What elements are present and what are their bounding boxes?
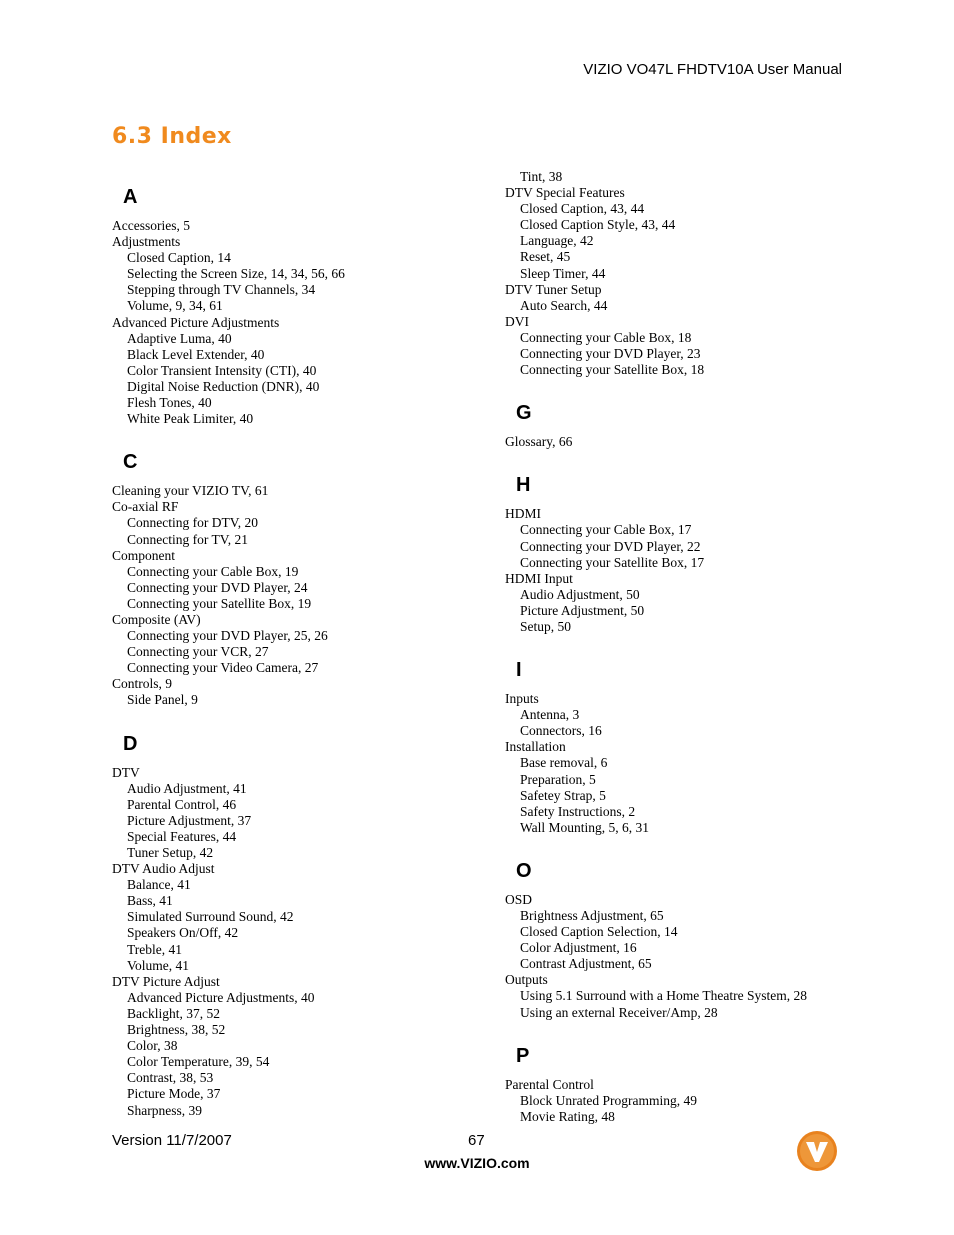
index-entry: Outputs [505, 972, 548, 988]
index-group [112, 449, 492, 708]
index-group [112, 731, 492, 1119]
index-subentry: Connecting your DVD Player, 24 [127, 579, 308, 595]
index-subentry: Using an external Receiver/Amp, 28 [520, 1004, 718, 1020]
index-subentry: Color Adjustment, 16 [520, 940, 637, 956]
index-subentry: Black Level Extender, 40 [127, 346, 265, 362]
index-subentry: Picture Mode, 37 [127, 1086, 221, 1102]
index-subentry: Adaptive Luma, 40 [127, 330, 232, 346]
index-subentry: Stepping through TV Channels, 34 [127, 282, 316, 298]
index-letter-heading: O [516, 859, 532, 882]
index-entry: Co-axial RF [112, 499, 179, 515]
index-subentry: Audio Adjustment, 41 [127, 780, 247, 796]
vizio-logo-icon [796, 1130, 838, 1172]
footer-version: Version 11/7/2007 [112, 1132, 232, 1149]
index-letter-heading: P [516, 1044, 530, 1067]
index-subentry: Audio Adjustment, 50 [520, 586, 640, 602]
index-subentry: Block Unrated Programming, 49 [520, 1092, 697, 1108]
index-subentry: Closed Caption, 43, 44 [520, 201, 645, 217]
index-subentry: Backlight, 37, 52 [127, 1005, 220, 1021]
index-entry: Component [112, 547, 175, 563]
index-right-column [505, 169, 905, 1125]
index-subentry: Connectors, 16 [520, 723, 602, 739]
index-subentry: Connecting your DVD Player, 22 [520, 538, 701, 554]
index-subentry: Tint, 38 [520, 169, 563, 184]
index-entry: Accessories, 5 [112, 218, 190, 233]
index-group [505, 472, 905, 635]
index-subentry: Sharpness, 39 [127, 1102, 202, 1118]
index-subentry: Closed Caption, 14 [127, 250, 231, 266]
index-subentry: Advanced Picture Adjustments, 40 [127, 989, 315, 1005]
index-subentry: Special Features, 44 [127, 828, 237, 844]
index-subentry: Reset, 45 [520, 249, 571, 265]
index-subentry: Connecting your Video Camera, 27 [127, 660, 319, 676]
index-subentry: Connecting for DTV, 20 [127, 515, 258, 531]
index-subentry: Movie Rating, 48 [520, 1108, 615, 1124]
index-subentry: Closed Caption Selection, 14 [520, 924, 678, 940]
footer-url[interactable]: www.VIZIO.com [424, 1155, 530, 1171]
index-subentry: Picture Adjustment, 50 [520, 602, 645, 618]
index-subentry: Volume, 9, 34, 61 [127, 298, 223, 314]
index-subentry: Simulated Surround Sound, 42 [127, 909, 294, 925]
index-entry: Controls, 9 [112, 676, 173, 692]
index-subentry: Connecting your VCR, 27 [127, 644, 269, 660]
index-letter-heading: G [516, 402, 532, 425]
index-subentry: Volume, 41 [127, 957, 190, 973]
index-entry: Inputs [505, 691, 539, 707]
index-subentry: Brightness Adjustment, 65 [520, 908, 664, 923]
index-subentry: Contrast Adjustment, 65 [520, 956, 652, 972]
index-entry: HDMI [505, 506, 541, 522]
index-subentry: Safety Instructions, 2 [520, 803, 636, 819]
index-subentry: Flesh Tones, 40 [127, 395, 212, 411]
index-subentry: Selecting the Screen Size, 14, 34, 56, 66 [127, 266, 345, 282]
index-subentry: Color Temperature, 39, 54 [127, 1054, 270, 1070]
index-subentry: Speakers On/Off, 42 [127, 925, 239, 941]
manual-title: VIZIO VO47L FHDTV10A User Manual [583, 61, 842, 78]
index-entry: Glossary, 66 [505, 434, 573, 450]
page-number: 67 [468, 1132, 485, 1149]
index-group [505, 169, 905, 378]
index-subentry: Digital Noise Reduction (DNR), 40 [127, 378, 320, 394]
index-entry: DTV Picture Adjust [112, 973, 220, 989]
index-entry: Composite (AV) [112, 611, 201, 627]
index-subentry: Using 5.1 Surround with a Home Theatre System, 28 [520, 988, 807, 1004]
index-subentry: Tuner Setup, 42 [127, 845, 214, 860]
index-subentry: Contrast, 38, 53 [127, 1070, 214, 1086]
index-subentry: Connecting your DVD Player, 23 [520, 346, 701, 362]
index-subentry: Treble, 41 [127, 941, 183, 957]
index-entry: DTV Tuner Setup [505, 281, 602, 297]
section-title: 6.3 Index [112, 124, 232, 149]
index-subentry: White Peak Limiter, 40 [127, 411, 254, 427]
index-entry: OSD [505, 891, 533, 907]
index-subentry: Side Panel, 9 [127, 692, 198, 708]
index-subentry: Color Transient Intensity (CTI), 40 [127, 362, 317, 378]
index-entry: Installation [505, 739, 566, 755]
index-subentry: Connecting your Satellite Box, 18 [520, 362, 705, 378]
index-subentry: Safetey Strap, 5 [520, 787, 606, 803]
index-subentry: Connecting for TV, 21 [127, 531, 248, 547]
index-group [505, 858, 905, 1021]
index-entry: DTV Special Features [505, 185, 625, 201]
index-subentry: Connecting your DVD Player, 25, 26 [127, 628, 328, 644]
index-group [505, 1043, 905, 1125]
index-letter-heading: C [123, 451, 138, 474]
index-subentry: Connecting your Cable Box, 19 [127, 563, 299, 579]
index-letter-heading: A [123, 186, 138, 208]
index-subentry: Brightness, 38, 52 [127, 1022, 226, 1038]
index-entry: Cleaning your VIZIO TV, 61 [112, 483, 269, 499]
index-subentry: Auto Search, 44 [520, 297, 608, 313]
index-subentry: Connecting your Satellite Box, 19 [127, 595, 312, 611]
index-subentry: Connecting your Cable Box, 18 [520, 329, 692, 345]
index-subentry: Closed Caption Style, 43, 44 [520, 217, 676, 233]
index-entry: Adjustments [112, 234, 181, 250]
index-entry: DTV [112, 764, 140, 780]
index-subentry: Parental Control, 46 [127, 796, 237, 812]
index-subentry: Setup, 50 [520, 618, 572, 634]
index-entry: DVI [505, 313, 529, 329]
index-subentry: Connecting your Satellite Box, 17 [520, 554, 705, 570]
index-left-column [112, 182, 492, 1119]
index-entry: HDMI Input [505, 570, 573, 586]
index-entry: Parental Control [505, 1076, 594, 1092]
index-group [505, 657, 905, 836]
index-subentry: Base removal, 6 [520, 755, 608, 771]
index-entry: DTV Audio Adjust [112, 861, 215, 877]
index-subentry: Color, 38 [127, 1038, 178, 1054]
index-letter-heading: D [123, 732, 138, 755]
index-group [505, 400, 905, 450]
index-entry: Advanced Picture Adjustments [112, 314, 280, 330]
index-subentry: Connecting your Cable Box, 17 [520, 522, 692, 538]
index-subentry: Picture Adjustment, 37 [127, 812, 252, 828]
index-subentry: Bass, 41 [127, 893, 173, 909]
index-subentry: Balance, 41 [127, 877, 191, 893]
index-subentry: Antenna, 3 [520, 707, 580, 723]
index-letter-heading: H [516, 474, 531, 497]
index-subentry: Sleep Timer, 44 [520, 265, 606, 281]
index-subentry: Preparation, 5 [520, 771, 596, 787]
index-subentry: Language, 42 [520, 233, 594, 249]
index-subentry: Wall Mounting, 5, 6, 31 [520, 819, 650, 835]
index-letter-heading: I [516, 659, 522, 682]
index-group [112, 184, 492, 427]
